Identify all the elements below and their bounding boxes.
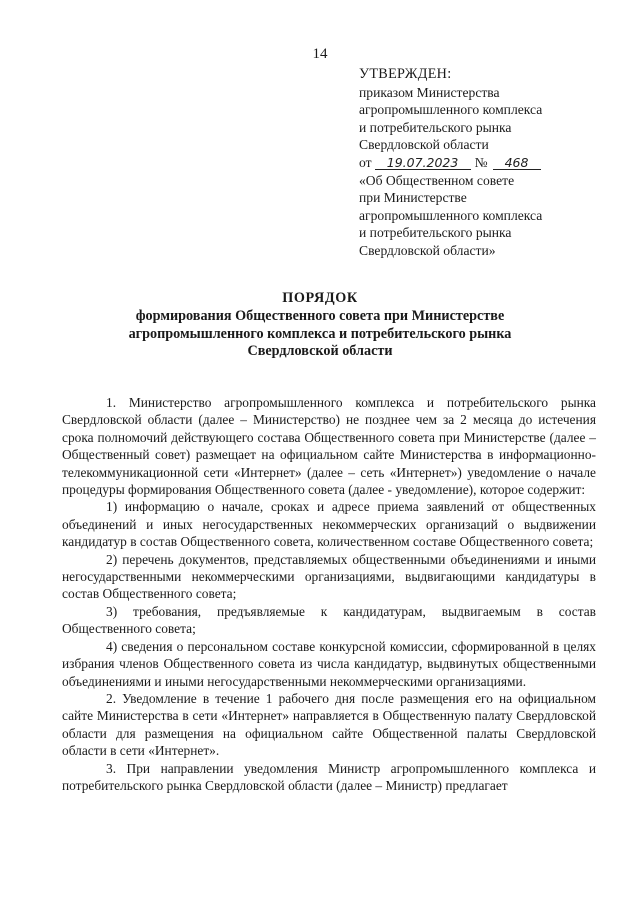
title-main: ПОРЯДОК [282, 290, 358, 306]
handwritten-date: 19.07.2023 [375, 156, 471, 170]
title-line-2: агропромышленного комплекса и потребительского рынка [128, 325, 512, 342]
approval-line-9: Свердловской области» [359, 242, 496, 258]
approval-heading: УТВЕРЖДЕН: [359, 66, 452, 82]
approval-from-label: от [359, 154, 372, 170]
approval-line-1: приказом Министерства [359, 84, 500, 100]
paragraph-item-2: 2) перечень документов, представляемых общественными объединениями и иными негосударственными некоммерческими организациями, выдвигающими кандидатуры в состав Общественного совета; [62, 551, 596, 602]
paragraph-2: 2. Уведомление в течение 1 рабочего дня после размещения его на официальном сайте Министерства в сети «Интернет» направляется в Общественную палату Свердловской области для размещения на официальном сайте Общественной палаты Свердловской области в сети «Интернет». [62, 690, 596, 759]
document-body [62, 394, 596, 794]
approval-line-2: агропромышленного комплекса [359, 102, 543, 118]
approval-date-line [359, 154, 619, 172]
approval-line-5: «Об Общественном совете [359, 172, 515, 188]
handwritten-number: 468 [493, 156, 541, 170]
paragraph-item-3: 3) требования, предъявляемые к кандидатурам, выдвигаемым в состав Общественного совета; [62, 603, 596, 637]
document-title [0, 290, 640, 361]
approval-line-3: и потребительского рынка [359, 119, 512, 135]
approval-line-8: и потребительского рынка [359, 225, 512, 241]
approval-number-label: № [474, 154, 488, 170]
title-line-3: Свердловской области [247, 343, 393, 360]
approval-line-4: Свердловской области [359, 137, 489, 153]
approval-line-6: при Министерстве [359, 190, 467, 206]
title-line-1: формирования Общественного совета при Министерстве [135, 307, 505, 324]
approval-stamp [359, 66, 619, 260]
paragraph-item-1: 1) информацию о начале, сроках и адресе приема заявлений от общественных объединений и иных негосударственных некоммерческих организаций о выдвижении кандидатур в состав Общественного совета, количественном составе Общественного совета; [62, 499, 596, 550]
paragraph-3: 3. При направлении уведомления Министр агропромышленного комплекса и потребительского рынка Свердловской области (далее – Министр) предлагает [62, 760, 596, 793]
paragraph-item-4: 4) сведения о персональном составе конкурсной комиссии, сформированной в целях избрания членов Общественного совета из числа кандидатур, выдвинутых общественными объединениями и иными негосударственными некоммерческими организациями. [62, 638, 596, 689]
approval-line-7: агропромышленного комплекса [359, 207, 543, 223]
page-number: 14 [312, 46, 328, 62]
paragraph-1: 1. Министерство агропромышленного комплекса и потребительского рынка Свердловской области (далее – Министерство) не позднее чем за 2 месяца до истечения срока полномочий действующего состава Общественного совета при Министерстве (далее – Общественный совет) размещает на официальном сайте Министерства в информационно-телекоммуникационной сети «Интернет» (далее – сеть «Интернет») уведомление о начале процедуры формирования Общественного совета (далее - уведомление), которое содержит: [62, 395, 596, 498]
